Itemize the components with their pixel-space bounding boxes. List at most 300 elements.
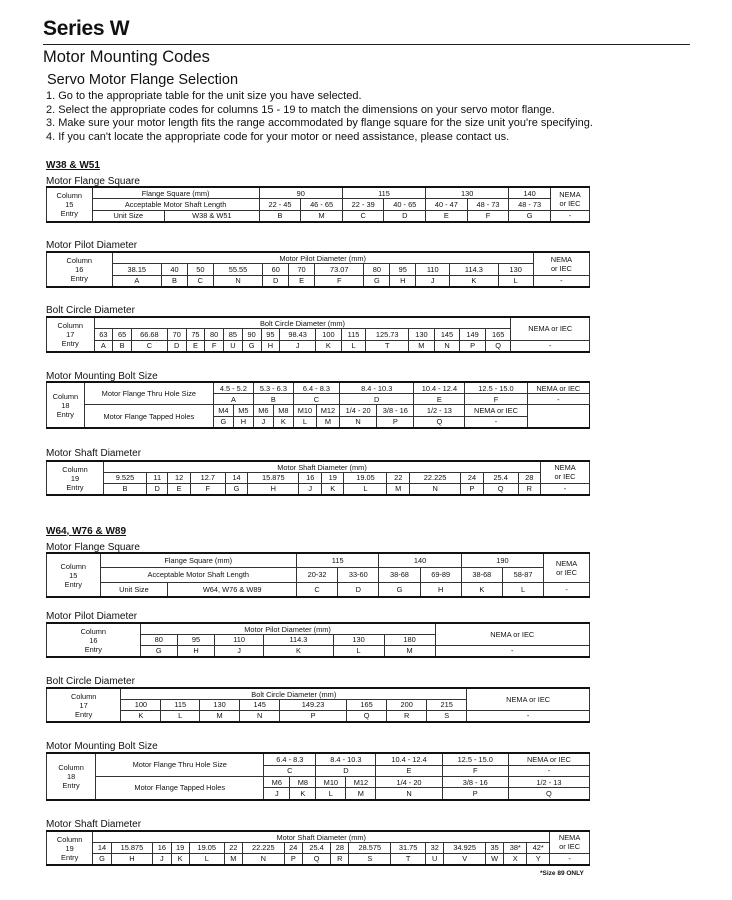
table-cell: Column 17 Entry (47, 317, 95, 352)
table-cell: J (299, 483, 321, 495)
table-cell: M (409, 340, 435, 352)
table-cell: 38.15 (112, 264, 162, 275)
table-cell: - (541, 483, 590, 495)
table-cell: P (461, 483, 483, 495)
table-cell: 28 (331, 843, 349, 854)
table-row (47, 264, 590, 275)
table-cell: 100 (316, 329, 342, 340)
table-cell: 5.3 - 6.3 (253, 382, 293, 394)
table-cell: 66.68 (131, 329, 167, 340)
table-cell: 12 (168, 473, 190, 484)
table-cell: 12.5 - 15.0 (442, 753, 508, 765)
table-cell: Column 15 Entry (47, 553, 101, 597)
table-row (47, 187, 590, 199)
table-cell: M (301, 210, 343, 222)
table-cell: 6.4 - 8.3 (264, 753, 316, 765)
table-cell: 6.4 - 8.3 (293, 382, 339, 394)
table-cell: 35 (486, 843, 504, 854)
table-cell: J (253, 416, 273, 428)
table-cell: B (104, 483, 147, 495)
bolt-circle-title: Bolt Circle Diameter (46, 305, 135, 316)
table-cell: 215 (427, 700, 467, 711)
table-cell: 38-68 (461, 568, 502, 582)
table-cell: 200 (387, 700, 427, 711)
table-cell: - (467, 710, 590, 722)
table-cell: 40 - 47 (426, 199, 468, 210)
page-subtitle: Motor Mounting Codes (43, 48, 210, 66)
table-cell: 40 - 65 (384, 199, 426, 210)
table-cell: N (376, 788, 442, 800)
table-cell: D (339, 394, 413, 405)
table-cell: M (316, 416, 339, 428)
table-cell: A (112, 275, 162, 287)
table-row (47, 843, 590, 854)
table-row (47, 473, 590, 484)
table-cell: 25.4 (302, 843, 330, 854)
table-cell: N (213, 275, 263, 287)
table-cell: Column 15 Entry (47, 187, 93, 222)
table-cell: B (259, 210, 301, 222)
table-cell: Bolt Circle Diameter (mm) (94, 317, 511, 329)
table-cell: 165 (347, 700, 387, 711)
table-cell: L (333, 645, 384, 657)
table-cell: 110 (416, 264, 450, 275)
table-cell: L (189, 853, 224, 865)
table-cell: 145 (434, 329, 460, 340)
table-cell: J (153, 853, 171, 865)
table-cell: J (264, 788, 290, 800)
shaft-diameter-title: Motor Shaft Diameter (46, 448, 142, 459)
table-cell: 190 (461, 553, 543, 568)
table-cell: M (224, 853, 242, 865)
table-cell: M4 (213, 405, 233, 416)
table-cell: - (508, 765, 589, 776)
table-cell: L (498, 275, 533, 287)
table-cell: 90 (242, 329, 261, 340)
table-cell: K (171, 853, 189, 865)
flange-square-title: Motor Flange Square (46, 542, 140, 553)
table-cell: 58-87 (502, 568, 543, 582)
table-cell: 115 (297, 553, 379, 568)
table-cell: 25.4 (483, 473, 518, 484)
table-cell: 22 (224, 843, 242, 854)
table-cell: E (168, 483, 190, 495)
table-cell: 14 (93, 843, 111, 854)
table-cell: 46 - 65 (301, 199, 343, 210)
table-cell: 55.55 (213, 264, 263, 275)
table-cell: 11 (147, 473, 168, 484)
table-cell: 31.75 (391, 843, 426, 854)
table-cell: 24 (284, 843, 302, 854)
table-cell: 4.5 - 5.2 (213, 382, 253, 394)
table-cell: G (140, 645, 177, 657)
table-cell: 32 (426, 843, 444, 854)
table-cell: 165 (485, 329, 511, 340)
table-cell: Unit Size (92, 210, 165, 222)
table-cell: G (242, 340, 261, 352)
table-cell: 73.07 (314, 264, 364, 275)
table-cell: 33-60 (338, 568, 379, 582)
table-row (47, 340, 590, 352)
table-cell: W38 & W51 (165, 210, 260, 222)
table-cell: 130 (426, 187, 509, 199)
table-cell: M (346, 788, 376, 800)
table-cell: C (131, 340, 167, 352)
table-cell: U (224, 340, 243, 352)
table-cell: 65 (113, 329, 132, 340)
table-cell: Y (527, 853, 550, 865)
table-row (47, 405, 590, 416)
table-cell: A (94, 340, 113, 352)
table-cell: 22 (387, 473, 409, 484)
table-cell: Column 19 Entry (47, 461, 104, 495)
table-cell: 12.7 (190, 473, 225, 484)
table-cell: 48 - 73 (509, 199, 551, 210)
table-row (47, 582, 590, 597)
table-cell: 80 (205, 329, 224, 340)
table-cell: K (316, 340, 342, 352)
table-cell: 40 (162, 264, 188, 275)
table-cell: P (284, 853, 302, 865)
table-cell: R (331, 853, 349, 865)
table-cell: 130 (409, 329, 435, 340)
table-row (47, 710, 590, 722)
table-cell: K (450, 275, 498, 287)
table-cell: 145 (240, 700, 280, 711)
table-row (47, 210, 590, 222)
table-cell: P (442, 788, 508, 800)
table-cell: 125.73 (366, 329, 409, 340)
table-cell: Acceptable Motor Shaft Length (92, 199, 259, 210)
table-cell: G (213, 416, 233, 428)
table-cell: 10.4 - 12.4 (414, 382, 465, 394)
table-cell: Motor Pilot Diameter (mm) (112, 252, 533, 264)
table-cell: L (316, 788, 346, 800)
table-cell: S (427, 710, 467, 722)
table-cell: 114.3 (264, 635, 333, 646)
table-cell: 114.3 (450, 264, 498, 275)
table-cell: 130 (333, 635, 384, 646)
table-cell: 98.43 (280, 329, 316, 340)
table-row (47, 382, 590, 394)
table-row (47, 831, 590, 843)
table-cell: L (502, 582, 543, 597)
table-cell: 8.4 - 10.3 (339, 382, 413, 394)
table-cell: C (264, 765, 316, 776)
table-cell: 75 (186, 329, 205, 340)
table-cell: E (376, 765, 442, 776)
table-cell: H (248, 483, 299, 495)
table-row (47, 688, 590, 700)
instruction-item: 1. Go to the appropriate table for the unit size you have selected. (46, 90, 362, 102)
table-cell: M6 (253, 405, 273, 416)
table-cell: 38-68 (379, 568, 420, 582)
table-cell: K (121, 710, 161, 722)
table-cell: 20-32 (297, 568, 338, 582)
table-cell: P (460, 340, 486, 352)
table-cell: M (387, 483, 409, 495)
table-cell: G (364, 275, 390, 287)
table-cell: D (147, 483, 168, 495)
table-cell: Flange Square (mm) (100, 553, 296, 568)
table-cell: B (113, 340, 132, 352)
table-cell: L (344, 483, 387, 495)
table-cell: 22.225 (409, 473, 460, 484)
table-cell: 69-89 (420, 568, 461, 582)
table-cell: Motor Flange Tapped Holes (96, 776, 264, 800)
table-cell: Motor Pilot Diameter (mm) (140, 623, 435, 635)
table-cell: N (409, 483, 460, 495)
table-cell: K (321, 483, 343, 495)
table-cell: 22.225 (243, 843, 285, 854)
table-cell: Column 18 Entry (47, 753, 96, 800)
table-cell: 14 (225, 473, 247, 484)
instruction-item: 3. Make sure your motor length fits the range accommodated by flange square for the size unit you're specifying. (46, 117, 593, 129)
table-cell: 12.5 - 15.0 (465, 382, 527, 394)
table-cell: 9.525 (104, 473, 147, 484)
flange-square-table (46, 186, 590, 223)
group-title-w64-w76-w89: W64, W76 & W89 (46, 526, 127, 537)
table-cell: M (384, 645, 435, 657)
table-cell: Q (302, 853, 330, 865)
table-cell: C (342, 210, 384, 222)
table-cell: M (200, 710, 240, 722)
table-cell: Acceptable Motor Shaft Length (100, 568, 296, 582)
table-cell: 130 (200, 700, 240, 711)
table-cell: 28.575 (349, 843, 391, 854)
table-cell: D (167, 340, 186, 352)
table-cell: - (533, 275, 589, 287)
table-cell: NEMA or IEC (541, 461, 590, 483)
bolt-size-table (46, 381, 590, 429)
table-cell: K (264, 645, 333, 657)
table-row (47, 753, 590, 765)
table-cell: N (339, 416, 376, 428)
table-cell: NEMA or IEC (550, 187, 589, 210)
table-cell: Q (485, 340, 511, 352)
table-cell: E (414, 394, 465, 405)
table-cell: 1/2 - 13 (508, 776, 589, 787)
table-cell: 140 (379, 553, 461, 568)
table-cell: 50 (187, 264, 213, 275)
table-cell: Q (483, 483, 518, 495)
table-cell: 95 (177, 635, 214, 646)
table-cell: M6 (264, 776, 290, 787)
table-cell: 130 (498, 264, 533, 275)
table-cell: E (186, 340, 205, 352)
table-cell: M10 (293, 405, 316, 416)
table-cell: Column 19 Entry (47, 831, 93, 865)
table-cell: M8 (290, 776, 316, 787)
table-cell: Column 17 Entry (47, 688, 121, 722)
table-cell: 1/2 - 13 (414, 405, 465, 416)
table-cell: 38* (504, 843, 527, 854)
table-cell: A (213, 394, 253, 405)
shaft-diameter-table (46, 460, 590, 496)
table-cell: 3/8 - 16 (377, 405, 414, 416)
table-row (47, 623, 590, 635)
table-cell: H (111, 853, 153, 865)
table-cell: 95 (390, 264, 416, 275)
table-cell: B (162, 275, 188, 287)
table-cell: G (225, 483, 247, 495)
table-cell: 19 (321, 473, 343, 484)
table-cell: 16 (299, 473, 321, 484)
table-cell: 34.925 (444, 843, 486, 854)
table-row (47, 199, 590, 210)
table-cell: NEMA or IEC (511, 317, 590, 340)
table-cell: W64, W76 & W89 (168, 582, 297, 597)
table-cell: NEMA or IEC (465, 405, 527, 416)
table-cell: D (384, 210, 426, 222)
table-cell: 1/4 - 20 (339, 405, 376, 416)
table-cell: 22 - 39 (342, 199, 384, 210)
table-cell: 1/4 - 20 (376, 776, 442, 787)
table-cell: J (416, 275, 450, 287)
table-cell: 15.875 (111, 843, 153, 854)
table-cell: 42* (527, 843, 550, 854)
bolt-size-title: Motor Mounting Bolt Size (46, 741, 158, 752)
table-cell: 22 - 45 (259, 199, 301, 210)
table-cell: 149 (460, 329, 486, 340)
table-row (47, 853, 590, 865)
table-cell: NEMA or IEC (533, 252, 589, 275)
table-cell: N (240, 710, 280, 722)
table-cell: - (544, 582, 590, 597)
pilot-diameter-table (46, 251, 590, 288)
table-row (47, 275, 590, 287)
table-cell: Q (414, 416, 465, 428)
table-cell: 19.05 (344, 473, 387, 484)
bolt-circle-table (46, 316, 590, 353)
table-cell: 85 (224, 329, 243, 340)
table-cell: Motor Shaft Diameter (mm) (93, 831, 550, 843)
table-cell: F (442, 765, 508, 776)
table-cell: H (420, 582, 461, 597)
table-cell: U (426, 853, 444, 865)
table-cell: F (190, 483, 225, 495)
bolt-size-table (46, 752, 590, 801)
table-cell: T (391, 853, 426, 865)
table-cell: 3/8 - 16 (442, 776, 508, 787)
table-cell: P (377, 416, 414, 428)
table-cell: Motor Flange Tapped Holes (84, 405, 213, 428)
flange-square-table (46, 552, 590, 598)
table-cell: N (434, 340, 460, 352)
table-cell: G (379, 582, 420, 597)
pilot-diameter-table (46, 622, 590, 658)
table-cell: D (263, 275, 289, 287)
table-cell: D (338, 582, 379, 597)
footnote: *Size 89 ONLY (540, 870, 584, 877)
table-cell: J (215, 645, 264, 657)
table-cell: C (297, 582, 338, 597)
bolt-circle-title: Bolt Circle Diameter (46, 676, 135, 687)
table-cell: 60 (263, 264, 289, 275)
bolt-size-title: Motor Mounting Bolt Size (46, 371, 158, 382)
table-cell: 19 (171, 843, 189, 854)
table-cell: 180 (384, 635, 435, 646)
table-cell: N (243, 853, 285, 865)
table-cell: G (93, 853, 111, 865)
table-cell: E (426, 210, 468, 222)
table-row (47, 461, 590, 473)
table-cell: H (177, 645, 214, 657)
table-cell: F (205, 340, 224, 352)
table-cell: S (349, 853, 391, 865)
table-cell: 110 (215, 635, 264, 646)
table-cell: B (253, 394, 293, 405)
table-cell: F (314, 275, 364, 287)
table-cell: 8.4 - 10.3 (316, 753, 376, 765)
table-cell: 16 (153, 843, 171, 854)
table-cell: E (289, 275, 315, 287)
table-cell: M12 (346, 776, 376, 787)
table-cell: M12 (316, 405, 339, 416)
series-title: Series W (43, 17, 130, 40)
table-row (47, 329, 590, 340)
table-cell: Motor Shaft Diameter (mm) (104, 461, 541, 473)
table-cell: - (527, 394, 589, 405)
table-cell: G (509, 210, 551, 222)
table-cell: T (366, 340, 409, 352)
table-cell: J (280, 340, 316, 352)
flange-square-title: Motor Flange Square (46, 176, 140, 187)
table-cell: 24 (461, 473, 483, 484)
table-cell: 100 (121, 700, 161, 711)
table-cell: H (390, 275, 416, 287)
table-cell: - (511, 340, 590, 352)
table-cell: K (461, 582, 502, 597)
table-row (47, 553, 590, 568)
table-cell: H (261, 340, 280, 352)
table-cell: Flange Square (mm) (92, 187, 259, 199)
table-cell: W (486, 853, 504, 865)
table-cell: - (435, 645, 589, 657)
table-cell: M8 (273, 405, 293, 416)
table-cell: 80 (364, 264, 390, 275)
table-cell: 48 - 73 (467, 199, 509, 210)
table-row (47, 483, 590, 495)
table-cell: Q (508, 788, 589, 800)
table-cell: C (187, 275, 213, 287)
table-cell: P (280, 710, 347, 722)
table-cell: Motor Flange Thru Hole Size (84, 382, 213, 405)
table-cell: NEMA or IEC (544, 553, 590, 582)
table-cell: 70 (167, 329, 186, 340)
table-row (47, 568, 590, 582)
table-cell: 15.875 (248, 473, 299, 484)
table-cell: 95 (261, 329, 280, 340)
bolt-circle-table (46, 687, 590, 723)
title-rule (43, 44, 690, 45)
table-row (47, 317, 590, 329)
table-cell: R (387, 710, 427, 722)
table-cell: 80 (140, 635, 177, 646)
section-title: Servo Motor Flange Selection (47, 72, 239, 88)
table-cell: 28 (518, 473, 540, 484)
table-cell: H (233, 416, 253, 428)
shaft-diameter-title: Motor Shaft Diameter (46, 819, 142, 830)
table-cell: NEMA or IEC (527, 382, 589, 394)
table-cell: Q (347, 710, 387, 722)
table-cell: 115 (341, 329, 366, 340)
table-cell: Column 16 Entry (47, 623, 141, 657)
table-cell: Column 16 Entry (47, 252, 113, 287)
table-cell: L (293, 416, 316, 428)
table-cell: - (550, 210, 589, 222)
table-cell: 115 (161, 700, 200, 711)
